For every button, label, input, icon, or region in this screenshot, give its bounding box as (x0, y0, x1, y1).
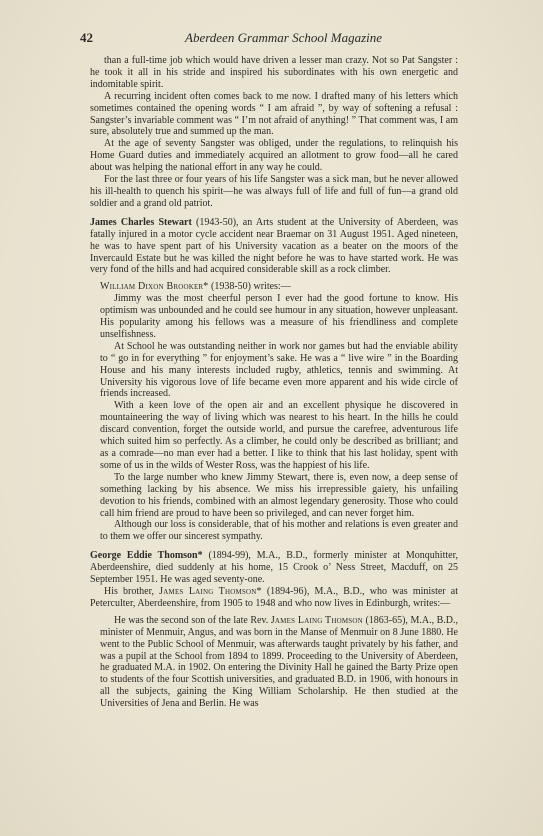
paragraph: At the age of seventy Sangster was obliged, under the regulations, to relinquish his Home Guard duties and immediately acquired an allotment to grow food—all he cared about was helping the national effort in any way he could. (90, 138, 458, 174)
paragraph: To the large number who knew Jimmy Stewart, there is, even now, a deep sense of something lacking by his absence. We miss his irrepressible gaiety, his unfailing devotion to his friends, combined with an almost legendary generosity. Those who could call him friend are proud to have been so privileged, and can never forget him. (100, 471, 458, 519)
obituary-name: George Eddie Thomson* (90, 550, 203, 562)
paragraph: He was the second son of the late Rev. James Laing Thomson (1863-65), M.A., B.D., minister of Menmuir, Angus, and was born in the Manse of Menmuir on 8 June 1880. He went to the Public School of Menmuir, was afterwards taught privately by his father, and was a pupil at the School from 1894 to 1899. Proceeding to the University of Aberdeen, he graduated M.A. in 1902. On entering the Divinity Hall he gained the Barty Prize open to students of the four Scottish universities, and graduated B.D. in 1906, with honours in all the subjects, gaining the King William Scholarship. He then studied at the Universities of Jena and Berlin. He was (100, 614, 458, 710)
running-title: Aberdeen Grammar School Magazine (185, 30, 383, 45)
paragraph: Jimmy was the most cheerful person I ever had the good fortune to know. His optimism was unbounded and he could see humour in any situation, however unpleasant. His popularity among his fellows was a measure of his friendliness and complete unselfishness. (100, 293, 458, 340)
tribute-author: James Laing Thomson* (159, 585, 262, 597)
obituary-name: James Charles Stewart (90, 216, 192, 228)
paragraph: A recurring incident often comes back to me now. I drafted many of his letters which sometimes contained the opening words “ I am afraid ”, by way of softening a refusal : Sangster’s invariable comment was “ I’m not afraid of anything! ” That comment was, I am sure, absolutely true and summed up the man. (90, 90, 458, 138)
paragraph: Although our loss is considerable, that of his mother and relations is even greater and to them we offer our sincerest sympathy. (100, 519, 458, 543)
paragraph: than a full-time job which would have driven a lesser man crazy. Not so Pat Sangster : he took it all in his stride and inspired his subordinates with his own energetic and indomitable spirit. (90, 55, 458, 90)
person-name: James Laing Thomson (270, 614, 363, 626)
paragraph: His brother, James Laing Thomson* (1894-96), M.A., B.D., who was minister at Peterculter, Aberdeenshire, from 1905 to 1948 and who now lives in Edinburgh, writes:— (90, 585, 458, 609)
page-header (0, 30, 543, 46)
paragraph: For the last three or four years of his life Sangster was a sick man, but he never allowed his ill-health to quench his spirit—he was always full of life and full of fun—a grand old soldier and a grand old patriot. (90, 174, 458, 209)
paragraph: At School he was outstanding neither in work nor games but had the enviable ability to “ go in for everything ” for enjoyment’s sake. He was a “ live wire ” in the Boarding House and his many interests included rugby, athletics, tennis and swimming. At University his vigorous love of life became even more apparent and his wide circle of friends increased. (100, 340, 458, 400)
tribute-byline: William Dixon Brooker* (1938-50) writes:— (100, 281, 291, 293)
page-number: 42 (80, 30, 93, 45)
paragraph: With a keen love of the open air and an excellent physique he discovered in mountaineering the way of living which was nearest to his heart. In the hills he could discard convention, forget the outside world, and pursue the carefree, adventurous life which suited him so perfectly. As a climber, he could only be described as brilliant; and as a comrade—no man ever had a better. I like to think that his last holiday, spent with some of us in the wilds of Wester Ross, was the happiest of his life. (100, 400, 458, 471)
obituary-entry: James Charles Stewart (1943-50), an Arts student at the University of Aberdeen, was fatally injured in a motor cycle accident near Braemar on 31 August 1951. Aged nineteen, he was to have spent part of his University vacation as a beater on the moors of the Invercauld Estate but he was killed the night before he was to have started work. He was very fond of the hills and had acquired considerable skill as a rock climber. (90, 216, 458, 276)
article-body (90, 55, 458, 710)
tribute-author: William Dixon Brooker* (100, 281, 209, 293)
obituary-entry: George Eddie Thomson* (1894-99), M.A., B.D., formerly minister at Monquhitter, Aberdeenshire, died suddenly at his home, 15 Crook o’ Ness Street, Macduff, on 25 September 1951. He was aged seventy-one. (90, 550, 458, 586)
